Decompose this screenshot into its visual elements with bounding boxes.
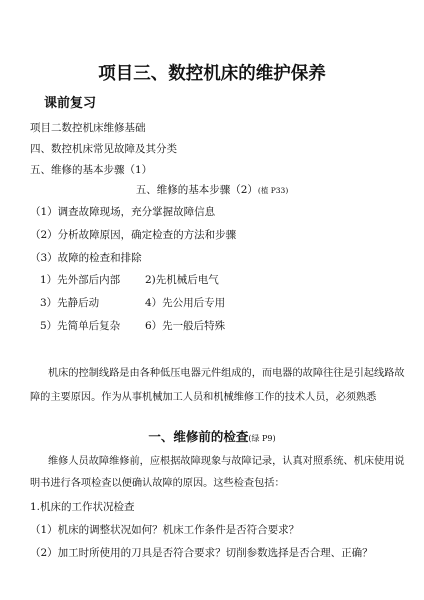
check-item-2: （2）加工时所使用的刀具是否符合要求？切削参数选择是否合理、正确？ (30, 547, 373, 559)
step2-source-note: (植 P33) (257, 186, 289, 195)
section1-source-note: (绿 P9) (248, 434, 276, 443)
step2-heading-line (0, 185, 424, 196)
step-item-3: （3）故障的检查和排除 (30, 252, 142, 264)
principle-5: 5）先简单后复杂 (40, 320, 121, 332)
section1-heading: 一、维修前的检查 (148, 429, 249, 444)
step-item-1: （1）调查故障现场，充分掌握故障信息 (30, 206, 216, 218)
section1-heading-line (0, 431, 424, 444)
review-item-1: 项目二数控机床维修基础 (30, 122, 146, 134)
paragraph-1-line-2: 障的主要原因。作为从事机械加工人员和机械维修工作的技术人员，必须熟悉 (30, 392, 377, 403)
paragraph-2-line-1: 维修人员故障维修前，应根据故障现象与故障记录，认真对照系统、机床使用说 (48, 456, 405, 467)
review-item-2: 四、数控机床常见故障及其分类 (30, 143, 177, 155)
paragraph-2-line-2: 明书进行各项检查以便确认故障的原因。这些检查包括： (30, 478, 285, 489)
review-heading: 课前复习 (44, 96, 97, 111)
principle-2: 2)先机械后电气 (145, 274, 219, 286)
principle-4: 4）先公用后专用 (145, 297, 226, 309)
paragraph-1-line-1: 机床的控制线路是由各种低压电器元件组成的，而电器的故障往往是引起线路故 (48, 368, 405, 379)
principle-1: 1）先外部后内部 (40, 274, 121, 286)
review-item-3: 五、维修的基本步骤（1） (30, 164, 153, 176)
document-title: 项目三、数控机床的维护保养 (98, 64, 326, 84)
step-item-2: （2）分析故障原因，确定检查的方法和步骤 (30, 229, 237, 241)
check-heading: 1.机床的工作状况检查 (30, 501, 135, 513)
check-item-1: （1）机床的调整状况如何？机床工作条件是否符合要求？ (30, 524, 300, 536)
principle-6: 6）先一般后特殊 (145, 320, 226, 332)
principle-3: 3）先静后动 (40, 297, 100, 309)
step2-heading: 五、维修的基本步骤（2） (135, 184, 258, 196)
